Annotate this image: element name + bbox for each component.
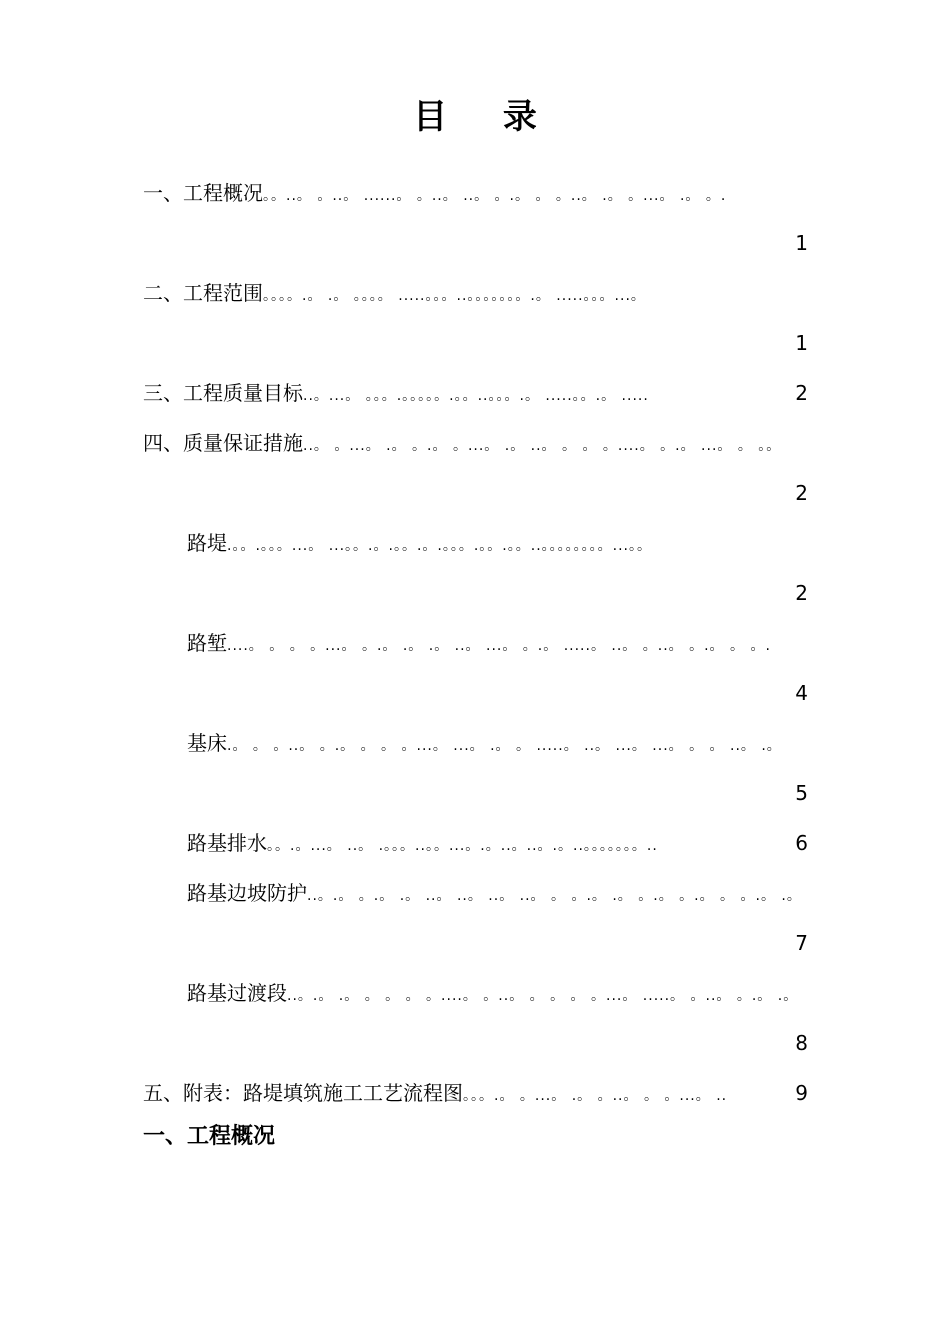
toc-entry-label: 四、质量保证措施 <box>143 431 303 455</box>
toc-entry-page-number: 4 <box>795 681 808 705</box>
toc-entry-leader: ....。 。 。 。...。 。.。 .。 .。 ..。 ...。 。.。 .....。 ..。 。..。 。.。 。 。. <box>227 638 771 654</box>
toc-entry <box>143 468 808 518</box>
toc-entry <box>143 518 808 568</box>
toc-entry-page-number: 9 <box>795 1081 808 1105</box>
toc-entry <box>143 268 808 318</box>
toc-entry-page-number: 8 <box>795 1031 808 1055</box>
toc-entry-leader: .。。.。。。...。 ...。。.。.。。.。.。。。.。。.。。..。。。。。。。。...。。 <box>227 538 653 554</box>
toc-entry <box>143 368 808 418</box>
toc-entry <box>143 968 808 1018</box>
toc-entry-label: 基床 <box>187 731 227 755</box>
toc-entry-label: 三、工程质量目标 <box>143 381 303 405</box>
toc-entry-page-number: 1 <box>795 331 808 355</box>
toc-entry-leader: 。。..。 。..。 ......。 。..。 ..。 。.。 。 。..。 .。 。...。 .。 。. <box>263 188 727 204</box>
toc-entry-leader: .。 。 。..。 。.。 。 。 。...。 ...。 .。 。 .....。 ..。 ...。 ...。 。 。 ..。 .。 <box>227 738 782 754</box>
toc-entry <box>143 618 808 668</box>
toc-entry-page-number: 6 <box>795 831 808 855</box>
toc-entry <box>143 1068 808 1118</box>
toc-entry-page-number: 7 <box>795 931 808 955</box>
toc-entry-leader: ..。...。 。。。.。。。。。.。。..。。。.。 .....。。.。 ..... <box>303 388 649 404</box>
toc-entry-page-number: 2 <box>795 381 808 405</box>
table-of-contents <box>143 168 808 1118</box>
toc-entry-label: 路基边坡防护 <box>187 881 307 905</box>
toc-entry <box>143 318 808 368</box>
toc-entry <box>143 168 808 218</box>
toc-entry <box>143 718 808 768</box>
toc-entry-page-number: 5 <box>795 781 808 805</box>
toc-title: 目 录 <box>413 97 559 137</box>
toc-entry-label: 路堑 <box>187 631 227 655</box>
section-heading: 一、工程概况 <box>143 1124 276 1149</box>
toc-entry-label: 二、工程范围 <box>143 281 263 305</box>
toc-entry <box>143 1018 808 1068</box>
toc-entry-page-number: 1 <box>795 231 808 255</box>
toc-entry-label: 五、附表：路堤填筑施工工艺流程图 <box>143 1081 463 1105</box>
toc-entry <box>143 868 808 918</box>
toc-entry <box>143 768 808 818</box>
toc-entry <box>143 568 808 618</box>
toc-entry-label: 一、工程概况 <box>143 181 263 205</box>
toc-entry-leader: 。。。.。 。...。 .。 。..。 。 。...。 .. <box>463 1088 728 1104</box>
toc-entry-leader: ..。 。...。 .。 。.。 。...。 .。 ..。 。 。 。....。 。.。 ...。 。 。。 <box>303 438 782 454</box>
toc-entry-leader: 。。.。...。 ..。 .。。。..。。...。.。..。..。.。..。。。。。。。.. <box>267 838 658 854</box>
toc-entry-leader: 。。。。.。 .。 。。。。 .....。。。..。。。。。。。.。 .....。。。...。 <box>263 288 646 304</box>
toc-entry-label: 路基排水 <box>187 831 267 855</box>
toc-entry <box>143 418 808 468</box>
toc-entry-label: 路堤 <box>187 531 227 555</box>
toc-entry-leader: ..。.。 .。 。 。 。 。....。 。..。 。 。 。 。...。 .....。 。..。 。.。 .。 <box>287 988 799 1004</box>
toc-entry <box>143 818 808 868</box>
toc-entry <box>143 918 808 968</box>
toc-entry-page-number: 2 <box>795 581 808 605</box>
toc-entry <box>143 218 808 268</box>
toc-entry <box>143 668 808 718</box>
toc-entry-leader: ..。.。 。.。 .。 ..。 ..。 ..。 ..。 。 。.。 .。 。.。 。.。 。 。.。 .。 <box>307 888 802 904</box>
toc-entry-page-number: 2 <box>795 481 808 505</box>
toc-entry-label: 路基过渡段 <box>187 981 287 1005</box>
